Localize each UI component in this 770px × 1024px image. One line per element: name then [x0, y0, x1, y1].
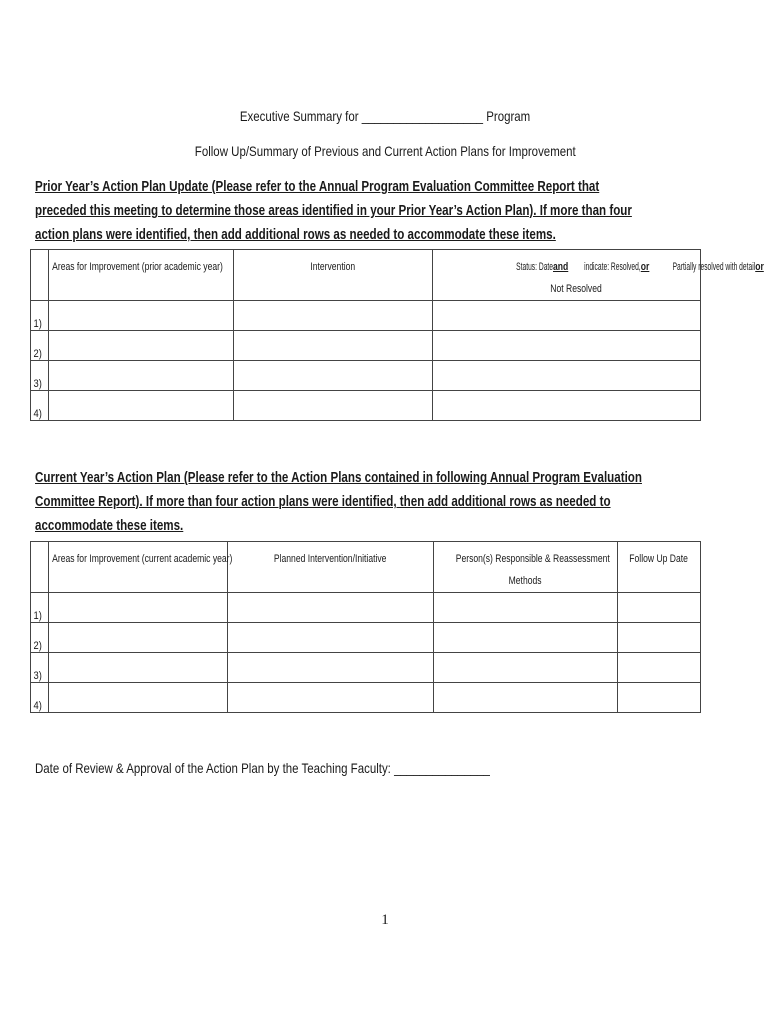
persons-cell[interactable] [434, 683, 618, 713]
status-cell[interactable] [433, 361, 701, 391]
status-cell[interactable] [433, 331, 701, 361]
row-number-header [31, 542, 49, 593]
areas-cell[interactable] [49, 361, 234, 391]
status-cell[interactable] [433, 391, 701, 421]
table-row [31, 653, 701, 683]
status-cell[interactable] [433, 301, 701, 331]
areas-cell[interactable] [49, 623, 228, 653]
column-header-areas: Areas for Improvement (prior academic year) [49, 250, 234, 301]
areas-cell[interactable] [49, 331, 234, 361]
planned-cell[interactable] [228, 683, 434, 713]
document-subtitle: Follow Up/Summary of Previous and Current Action Plans for Improvement [194, 143, 576, 159]
table-header-row [31, 250, 701, 301]
planned-cell[interactable] [228, 653, 434, 683]
review-approval-line: Date of Review & Approval of the Action Plan by the Teaching Faculty: _______________ [35, 760, 490, 776]
intervention-cell[interactable] [234, 301, 433, 331]
areas-cell[interactable] [49, 301, 234, 331]
follow-up-cell[interactable] [618, 593, 701, 623]
row-number-header [31, 250, 49, 301]
persons-cell[interactable] [434, 623, 618, 653]
row-number: 1) [31, 301, 49, 331]
column-header-follow-up-date: Follow Up Date [618, 542, 701, 593]
column-header-status: Status: Dateandindicate: Resolved,orPartially resolved with detailor Not Resolved [433, 250, 701, 301]
table-row [31, 593, 701, 623]
current-year-table [30, 541, 701, 713]
page-number: 1 [381, 912, 389, 928]
column-header-planned-intervention: Planned Intervention/Initiative [228, 542, 434, 593]
intervention-cell[interactable] [234, 331, 433, 361]
row-number: 3) [31, 361, 49, 391]
row-number: 1) [31, 593, 49, 623]
intervention-cell[interactable] [234, 361, 433, 391]
row-number: 2) [31, 331, 49, 361]
planned-cell[interactable] [228, 593, 434, 623]
planned-cell[interactable] [228, 623, 434, 653]
follow-up-cell[interactable] [618, 683, 701, 713]
document-title: Executive Summary for ___________________ Program [239, 108, 531, 124]
table-row [31, 331, 701, 361]
table-header-row [31, 542, 701, 593]
row-number: 2) [31, 623, 49, 653]
table-row [31, 391, 701, 421]
table-row [31, 623, 701, 653]
column-header-intervention: Intervention [234, 250, 433, 301]
column-header-persons-responsible: Person(s) Responsible & Reassessment Methods [434, 542, 618, 593]
prior-year-table [30, 249, 764, 421]
areas-cell[interactable] [49, 653, 228, 683]
prior-year-heading: Prior Year’s Action Plan Update (Please refer to the Annual Program Evaluation Committee Report that preceded this meeting to determine those areas identified in your Prior Year’s Action Plan). If more than four action plans were identified, then add additional rows as needed to accommodate these items. [35, 179, 632, 243]
row-number: 3) [31, 653, 49, 683]
persons-cell[interactable] [434, 593, 618, 623]
row-number: 4) [31, 391, 49, 421]
table-row [31, 683, 701, 713]
areas-cell[interactable] [49, 683, 228, 713]
follow-up-cell[interactable] [618, 653, 701, 683]
follow-up-cell[interactable] [618, 623, 701, 653]
row-number: 4) [31, 683, 49, 713]
intervention-cell[interactable] [234, 391, 433, 421]
areas-cell[interactable] [49, 593, 228, 623]
table-row [31, 361, 701, 391]
current-year-heading: Current Year’s Action Plan (Please refer to the Action Plans contained in following Annual Program Evaluation Committee Report). If more than four action plans were identified, then add additional rows as needed to accommodate these items. [35, 470, 642, 534]
column-header-areas: Areas for Improvement (current academic year) [49, 542, 228, 593]
areas-cell[interactable] [49, 391, 234, 421]
table-row [31, 301, 701, 331]
persons-cell[interactable] [434, 653, 618, 683]
